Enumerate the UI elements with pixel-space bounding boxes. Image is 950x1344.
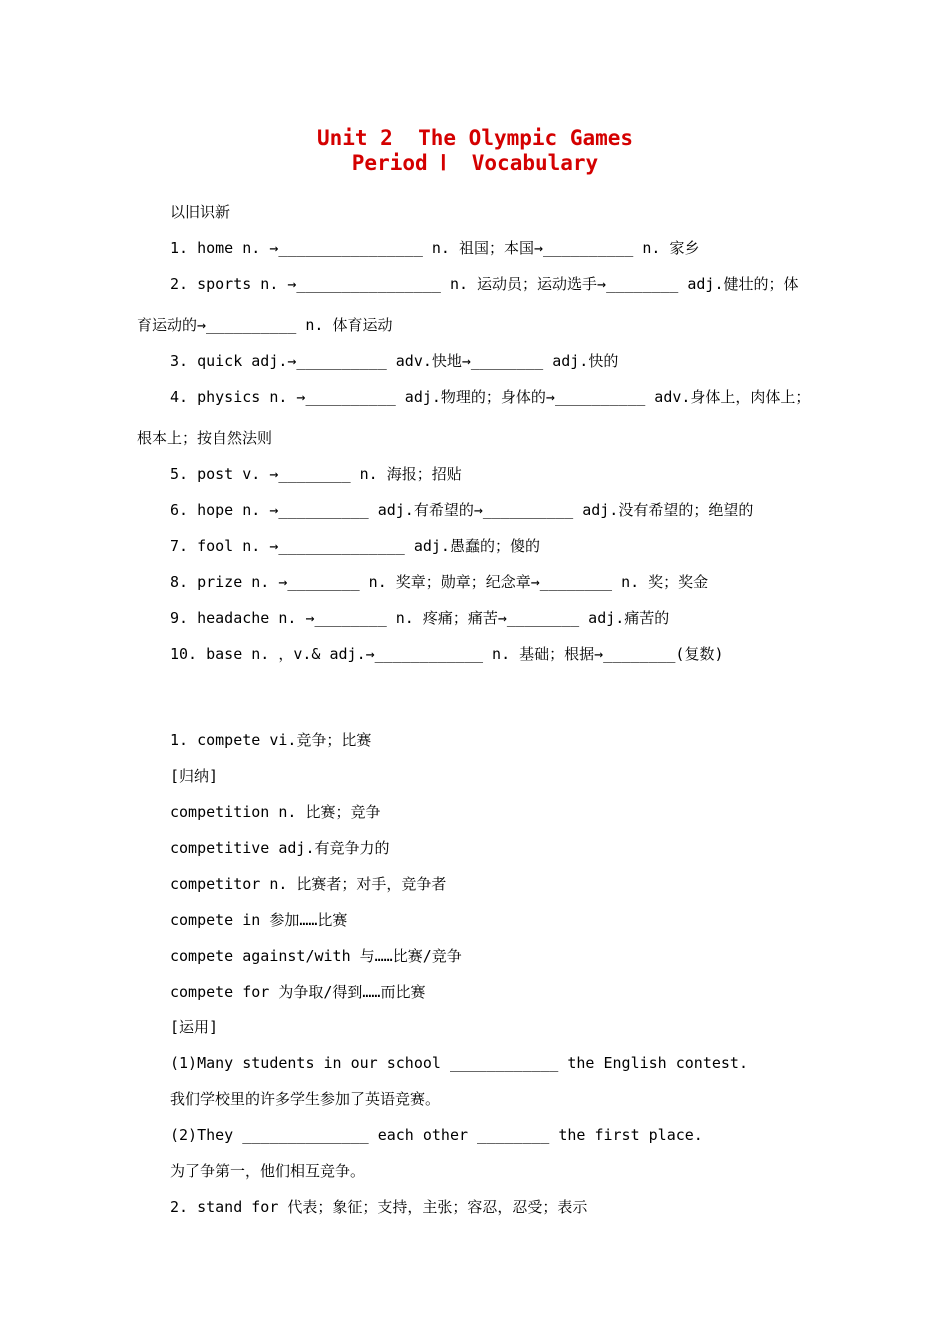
- application-translation: 我们学校里的许多学生参加了英语竞赛。: [170, 1090, 441, 1108]
- exercise-item-6: 6. hope n. →__________ adj.有希望的→__________ adj.没有希望的；绝望的: [170, 501, 754, 519]
- exercise-item-7: 7. fool n. →______________ adj.愚蠢的；傻的: [170, 537, 540, 555]
- document-subtitle: Period Ⅰ Vocabulary: [351, 151, 599, 175]
- exercise-item-1: 1. home n. →________________ n. 祖国；本国→__________ n. 家乡: [170, 239, 700, 257]
- summary-line: competition n. 比赛；竞争: [170, 803, 381, 821]
- application-label: [运用]: [170, 1018, 219, 1036]
- summary-line: compete in 参加……比赛: [170, 911, 348, 929]
- summary-line: competitive adj.有竞争力的: [170, 839, 390, 857]
- summary-line: competitor n. 比赛者；对手，竞争者: [170, 875, 447, 893]
- exercise-item-4-continued: 根本上；按自然法则: [137, 429, 273, 447]
- application-translation: 为了争第一，他们相互竞争。: [170, 1162, 366, 1180]
- exercise-item-8: 8. prize n. →________ n. 奖章；勋章；纪念章→________ n. 奖；奖金: [170, 573, 709, 591]
- exercise-item-3: 3. quick adj.→__________ adv.快地→________ adj.快的: [170, 352, 619, 370]
- vocab-entry-heading: 1. compete vi.竞争；比赛: [170, 731, 372, 749]
- exercise-item-10: 10. base n. ，v.& adj.→____________ n. 基础；根据→________(复数): [170, 645, 724, 663]
- application-sentence: (1)Many students in our school ____________ the English contest.: [170, 1054, 748, 1072]
- exercise-item-2: 2. sports n. →________________ n. 运动员；运动选手→________ adj.健壮的；体: [170, 275, 799, 293]
- summary-line: compete for 为争取/得到……而比赛: [170, 983, 426, 1001]
- document-title: Unit 2 The Olympic Games: [316, 126, 634, 150]
- exercise-item-2-continued: 育运动的→__________ n. 体育运动: [137, 316, 393, 334]
- summary-label: [归纳]: [170, 767, 219, 785]
- summary-line: compete against/with 与……比赛/竞争: [170, 947, 462, 965]
- application-sentence: (2)They ______________ each other ________ the first place.: [170, 1126, 703, 1144]
- exercise-item-4: 4. physics n. →__________ adj.物理的；身体的→__________ adv.身体上，肉体上；: [170, 388, 811, 406]
- section-heading: 以旧识新: [170, 203, 231, 221]
- vocab-entry-heading: 2. stand for 代表；象征；支持，主张；容忍，忍受；表示: [170, 1198, 588, 1216]
- exercise-item-9: 9. headache n. →________ n. 疼痛；痛苦→________ adj.痛苦的: [170, 609, 670, 627]
- exercise-item-5: 5. post v. →________ n. 海报；招贴: [170, 465, 462, 483]
